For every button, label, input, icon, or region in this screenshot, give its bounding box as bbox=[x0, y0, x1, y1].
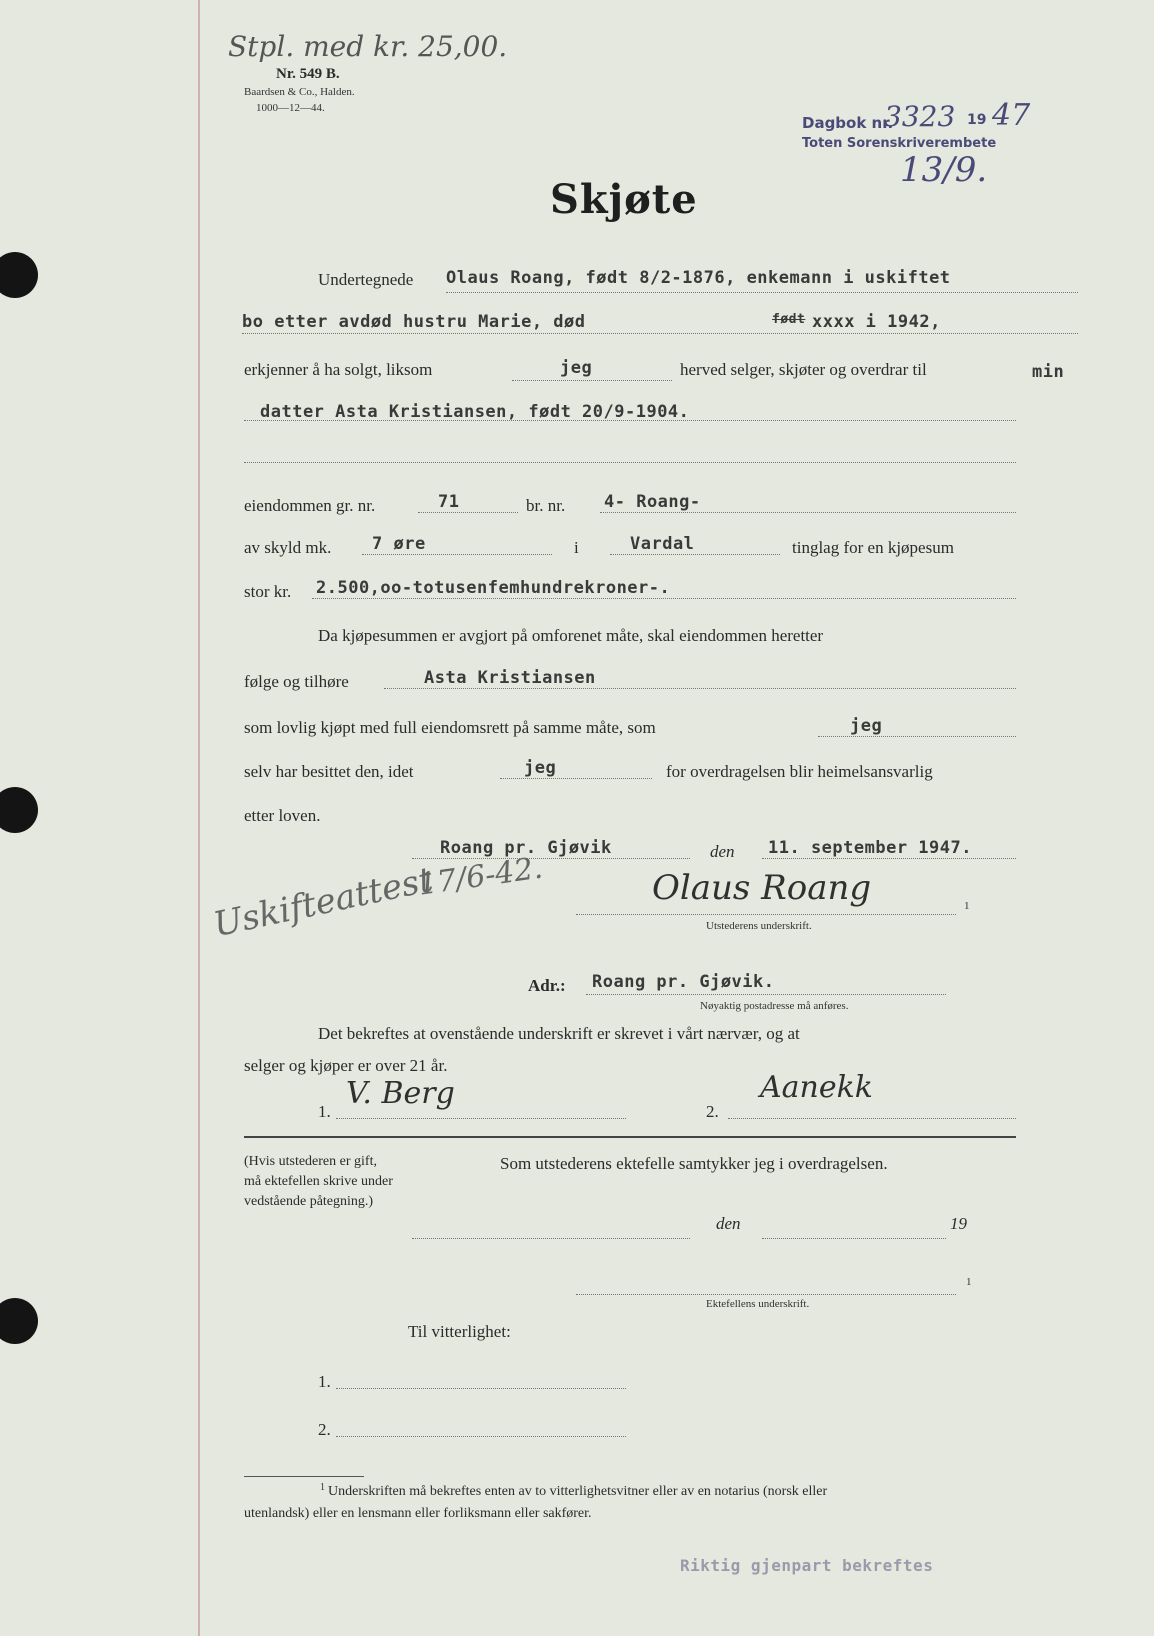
dotted-line bbox=[244, 420, 1016, 421]
dotted-line bbox=[244, 462, 1016, 463]
dotted-line bbox=[818, 736, 1016, 737]
witness-1-signature: V. Berg bbox=[346, 1076, 455, 1111]
punch-hole bbox=[0, 1298, 38, 1344]
dotted-line bbox=[576, 914, 956, 915]
dotted-line bbox=[610, 554, 780, 555]
spouse-note-1: (Hvis utstederen er gift, bbox=[244, 1154, 377, 1169]
footnote-line-1: Underskriften må bekreftes enten av to vitterlighetsvitner eller av en notarius (norsk eller bbox=[328, 1484, 828, 1499]
signature-caption: Utstederens underskrift. bbox=[706, 920, 812, 932]
dotted-line bbox=[242, 333, 1078, 334]
signing-place: Roang pr. Gjøvik bbox=[440, 838, 612, 858]
dotted-line bbox=[412, 858, 690, 859]
undersigned-line-2: bo etter avdød hustru Marie, død bbox=[242, 312, 586, 332]
undersigned-label: Undertegnede bbox=[318, 270, 414, 289]
address-label: Adr.: bbox=[528, 976, 566, 995]
office-stamp: Toten Sorenskriverembete bbox=[802, 136, 997, 151]
punch-hole bbox=[0, 787, 38, 833]
dotted-line bbox=[418, 512, 518, 513]
dotted-line bbox=[600, 512, 1016, 513]
footnote-mark: 1 bbox=[966, 1276, 972, 1288]
liable-text: for overdragelsen blir heimelsansvarlig bbox=[666, 762, 933, 781]
spouse-signature-caption: Ektefellens underskrift. bbox=[706, 1298, 810, 1310]
seller-signature: Olaus Roang bbox=[652, 868, 872, 908]
form-number: Nr. 549 B. bbox=[276, 66, 340, 82]
journal-year: 47 bbox=[992, 98, 1031, 133]
witness-2-signature: Aanekk bbox=[760, 1070, 873, 1105]
pronoun-field: jeg bbox=[524, 758, 557, 778]
amount-label: stor kr. bbox=[244, 582, 292, 601]
spouse-den-label: den bbox=[716, 1214, 741, 1233]
br-nr-label: br. nr. bbox=[526, 496, 566, 515]
margin-note: Uskifteattest bbox=[210, 859, 437, 946]
pronoun-field: jeg bbox=[560, 358, 593, 378]
skyld-label: av skyld mk. bbox=[244, 538, 332, 557]
dotted-line bbox=[762, 858, 1016, 859]
after-law-text: etter loven. bbox=[244, 806, 321, 825]
buyer-line: datter Asta Kristiansen, født 20/9-1904. bbox=[260, 402, 690, 422]
document-title: Skjøte bbox=[550, 176, 698, 223]
paragraph-2-line-1: Da kjøpesummen er avgjort på omforenet måte, skal eiendommen heretter bbox=[318, 626, 824, 645]
dotted-line bbox=[500, 778, 652, 779]
skyld-value: 7 øre bbox=[372, 534, 426, 554]
spouse-note-2: må ektefellen skrive under bbox=[244, 1174, 393, 1189]
footnote-rule bbox=[244, 1476, 364, 1477]
tinglag-text: tinglag for en kjøpesum bbox=[792, 538, 954, 557]
dotted-line bbox=[336, 1118, 626, 1119]
dotted-line bbox=[586, 994, 946, 995]
witness-2-number: 2. bbox=[706, 1102, 719, 1121]
dotted-line bbox=[412, 1238, 690, 1239]
pronoun-field: jeg bbox=[850, 716, 883, 736]
property-label: eiendommen gr. nr. bbox=[244, 496, 376, 515]
den-label: den bbox=[710, 842, 735, 861]
amount-value: 2.500,oo-totusenfemhundrekroner-. bbox=[316, 578, 671, 598]
br-nr-value: 4- Roang- bbox=[604, 492, 701, 512]
footnote-line-2: utenlandsk) eller en lensmann eller forliksmann eller sakfører. bbox=[244, 1506, 592, 1521]
undersigned-line-2b: xxxx i 1942, bbox=[812, 312, 941, 332]
dotted-line bbox=[762, 1238, 946, 1239]
spouse-year-prefix: 19 bbox=[950, 1214, 967, 1233]
dotted-line bbox=[336, 1388, 626, 1389]
dotted-line bbox=[728, 1118, 1016, 1119]
address-value: Roang pr. Gjøvik. bbox=[592, 972, 775, 992]
witness-text-1: Det bekreftes at ovenstående underskrift er skrevet i vårt nærvær, og at bbox=[318, 1024, 800, 1043]
journal-year-prefix: 19 bbox=[967, 112, 987, 128]
attestation-number-2: 2. bbox=[318, 1420, 331, 1439]
spouse-consent: Som utstederens ektefelle samtykker jeg i overdragelsen. bbox=[500, 1154, 888, 1173]
journal-number: 3323 bbox=[884, 100, 956, 133]
section-divider bbox=[244, 1136, 1016, 1138]
fee-note: Stpl. med kr. 25,00. bbox=[228, 30, 508, 63]
acknowledge-text: erkjenner å ha solgt, liksom bbox=[244, 360, 433, 379]
dotted-line bbox=[512, 380, 672, 381]
follow-label: følge og tilhøre bbox=[244, 672, 349, 691]
journal-stamp-label: Dagbok nr. bbox=[802, 114, 894, 132]
dotted-line bbox=[362, 554, 552, 555]
parish-value: Vardal bbox=[630, 534, 695, 554]
gr-nr-value: 71 bbox=[438, 492, 460, 512]
in-label: i bbox=[574, 538, 579, 557]
possessed-text: selv har besittet den, idet bbox=[244, 762, 414, 781]
punch-hole bbox=[0, 252, 38, 298]
spouse-note-3: vedstående påtegning.) bbox=[244, 1194, 374, 1209]
address-caption: Nøyaktig postadresse må anføres. bbox=[700, 1000, 849, 1012]
sells-text: herved selger, skjøter og overdrar til bbox=[680, 360, 927, 379]
margin-note-date: 17/6-42. bbox=[416, 850, 545, 903]
printer-name: Baardsen & Co., Halden. bbox=[244, 86, 355, 98]
witness-text-2: selger og kjøper er over 21 år. bbox=[244, 1056, 448, 1075]
dotted-line bbox=[384, 688, 1016, 689]
footnote-mark: 1 bbox=[320, 1482, 325, 1493]
copy-stamp: Riktig gjenpart bekreftes bbox=[680, 1556, 934, 1575]
witness-1-number: 1. bbox=[318, 1102, 331, 1121]
dotted-line bbox=[336, 1436, 626, 1437]
to-min: min bbox=[1032, 362, 1065, 382]
dotted-line bbox=[446, 292, 1078, 293]
margin-rule bbox=[198, 0, 200, 1636]
dotted-line bbox=[576, 1294, 956, 1295]
attestation-number-1: 1. bbox=[318, 1372, 331, 1391]
signing-date: 11. september 1947. bbox=[768, 838, 972, 858]
stamp-date: 13/9. bbox=[900, 150, 988, 190]
undersigned-line-1: Olaus Roang, født 8/2-1876, enkemann i uskiftet bbox=[446, 268, 951, 288]
dotted-line bbox=[312, 598, 1016, 599]
buyer-name: Asta Kristiansen bbox=[424, 668, 596, 688]
footnote-mark: 1 bbox=[964, 900, 970, 912]
print-run: 1000—12—44. bbox=[256, 102, 325, 114]
lawful-text: som lovlig kjøpt med full eiendomsrett på samme måte, som bbox=[244, 718, 656, 737]
struck-text: født bbox=[772, 312, 806, 327]
attestation-label: Til vitterlighet: bbox=[408, 1322, 511, 1341]
